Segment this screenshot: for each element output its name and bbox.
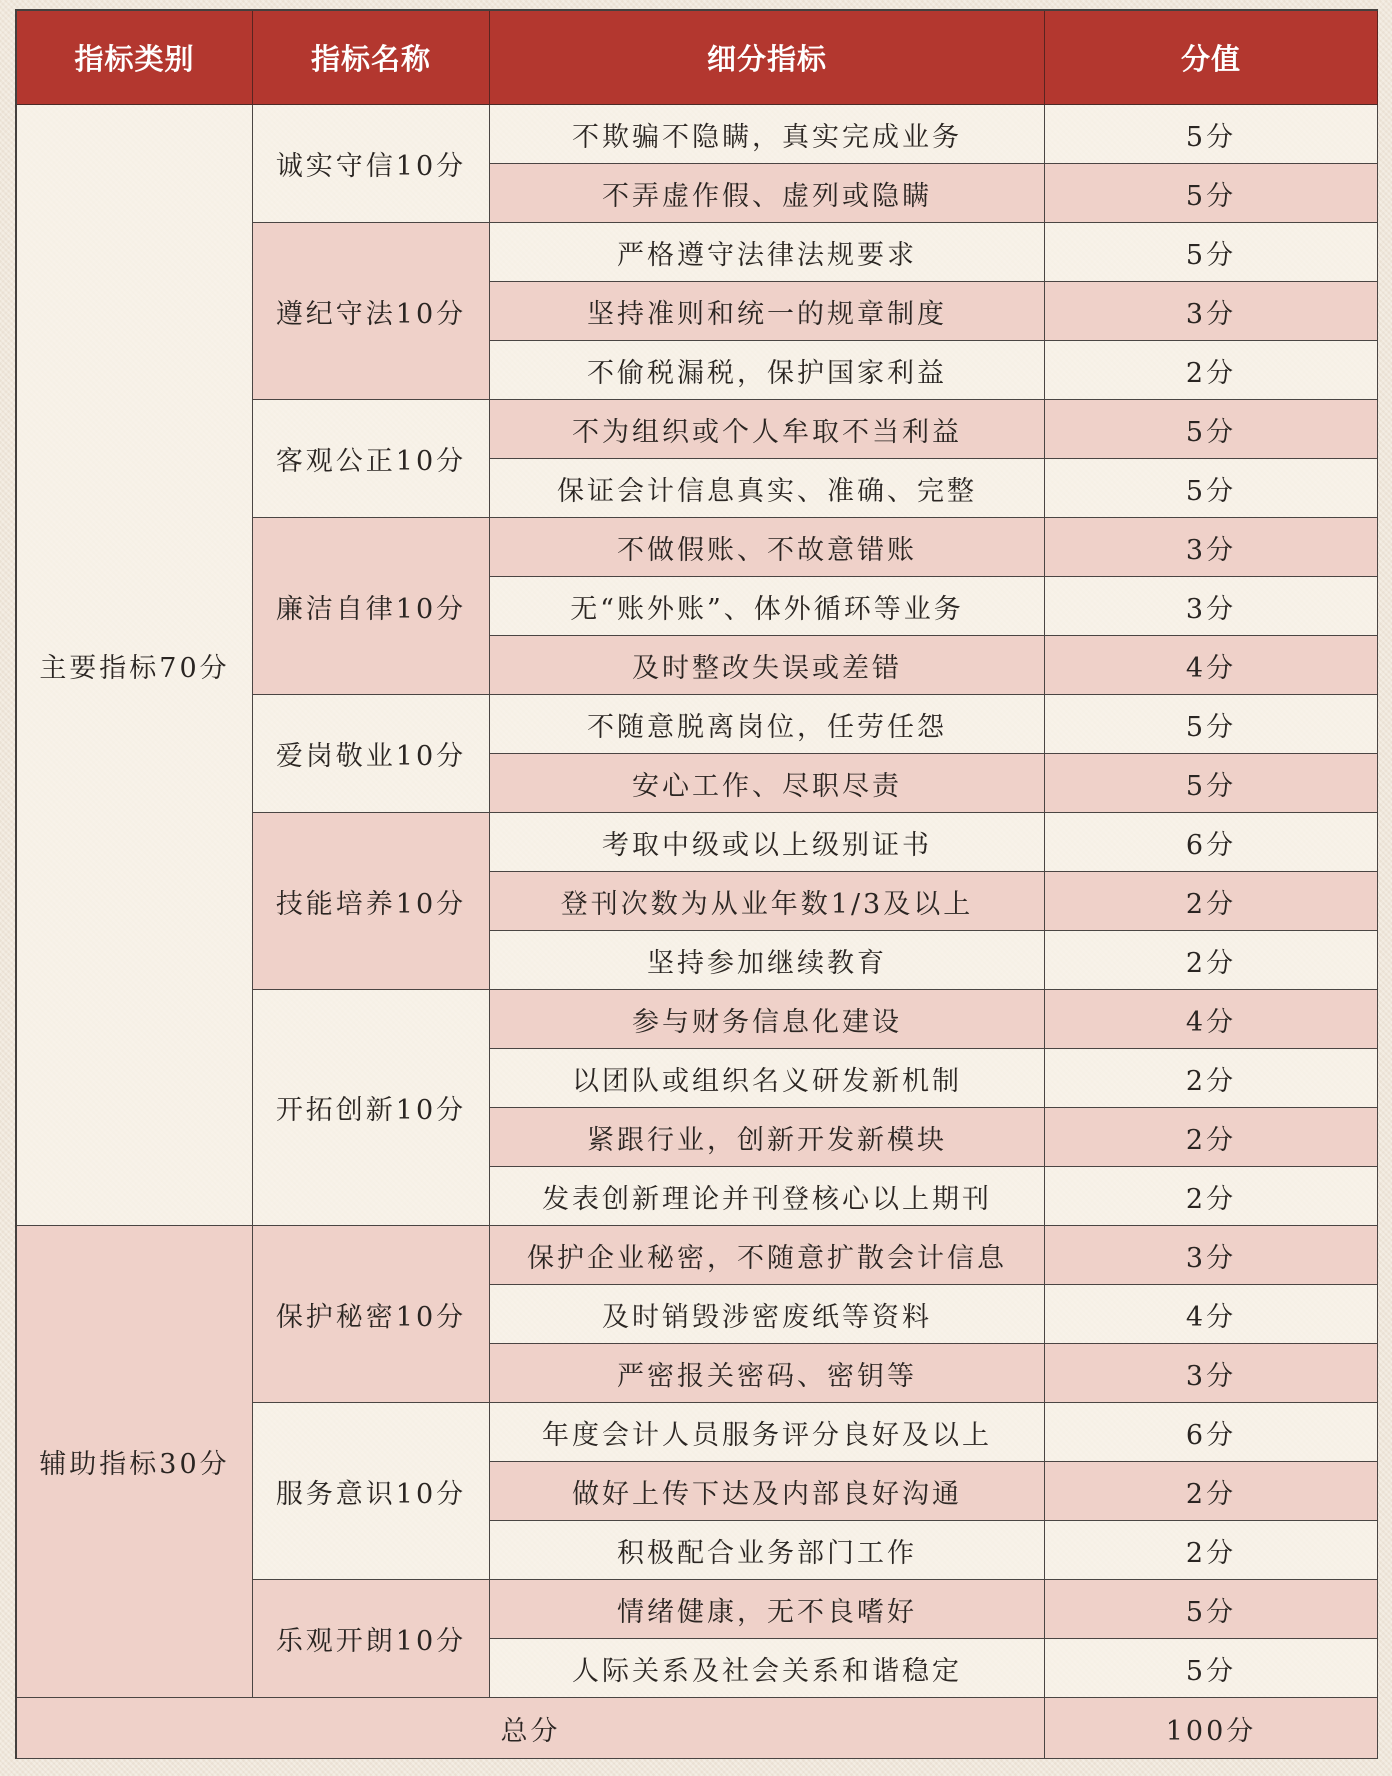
indicator-name-cell: 爱岗敬业10分 [253, 695, 490, 813]
sub-indicator-cell: 不为组织或个人牟取不当利益 [490, 400, 1045, 459]
sub-indicator-cell: 坚持参加继续教育 [490, 931, 1045, 990]
sub-indicator-cell: 坚持准则和统一的规章制度 [490, 282, 1045, 341]
indicator-name-cell: 开拓创新10分 [253, 990, 490, 1226]
score-cell: 2分 [1045, 1049, 1378, 1108]
sub-indicator-cell: 紧跟行业，创新开发新模块 [490, 1108, 1045, 1167]
sub-indicator-cell: 发表创新理论并刊登核心以上期刊 [490, 1167, 1045, 1226]
score-cell: 5分 [1045, 1639, 1378, 1698]
sub-indicator-cell: 人际关系及社会关系和谐稳定 [490, 1639, 1045, 1698]
indicator-name-cell: 技能培养10分 [253, 813, 490, 990]
indicator-name-cell: 诚实守信10分 [253, 105, 490, 223]
indicator-name-cell: 廉洁自律10分 [253, 518, 490, 695]
score-cell: 3分 [1045, 1226, 1378, 1285]
indicator-name-cell: 服务意识10分 [253, 1403, 490, 1580]
sub-indicator-cell: 情绪健康，无不良嗜好 [490, 1580, 1045, 1639]
indicator-name-cell: 客观公正10分 [253, 400, 490, 518]
sub-indicator-cell: 不偷税漏税，保护国家利益 [490, 341, 1045, 400]
sub-indicator-cell: 保证会计信息真实、准确、完整 [490, 459, 1045, 518]
sub-indicator-cell: 保护企业秘密，不随意扩散会计信息 [490, 1226, 1045, 1285]
sub-indicator-cell: 安心工作、尽职尽责 [490, 754, 1045, 813]
total-label: 总分 [17, 1698, 1045, 1759]
sub-indicator-cell: 不做假账、不故意错账 [490, 518, 1045, 577]
score-cell: 5分 [1045, 459, 1378, 518]
sub-indicator-cell: 以团队或组织名义研发新机制 [490, 1049, 1045, 1108]
sub-indicator-cell: 考取中级或以上级别证书 [490, 813, 1045, 872]
sub-indicator-cell: 及时整改失误或差错 [490, 636, 1045, 695]
sub-indicator-cell: 无“账外账”、体外循环等业务 [490, 577, 1045, 636]
score-cell: 5分 [1045, 1580, 1378, 1639]
score-cell: 2分 [1045, 931, 1378, 990]
score-cell: 2分 [1045, 341, 1378, 400]
total-score: 100分 [1045, 1698, 1378, 1759]
header-score: 分值 [1045, 11, 1378, 105]
score-cell: 3分 [1045, 1344, 1378, 1403]
score-cell: 4分 [1045, 636, 1378, 695]
sub-indicator-cell: 不弄虚作假、虚列或隐瞒 [490, 164, 1045, 223]
score-cell: 3分 [1045, 518, 1378, 577]
score-cell: 2分 [1045, 1167, 1378, 1226]
score-cell: 5分 [1045, 223, 1378, 282]
category-cell-main: 主要指标70分 [17, 105, 253, 1226]
score-cell: 4分 [1045, 1285, 1378, 1344]
header-name: 指标名称 [253, 11, 490, 105]
sub-indicator-cell: 不欺骗不隐瞒，真实完成业务 [490, 105, 1045, 164]
sub-indicator-cell: 参与财务信息化建设 [490, 990, 1045, 1049]
indicator-name-cell: 遵纪守法10分 [253, 223, 490, 400]
score-cell: 5分 [1045, 164, 1378, 223]
sub-indicator-cell: 做好上传下达及内部良好沟通 [490, 1462, 1045, 1521]
score-cell: 5分 [1045, 754, 1378, 813]
header-category: 指标类别 [17, 11, 253, 105]
category-cell-auxiliary: 辅助指标30分 [17, 1226, 253, 1698]
sub-indicator-cell: 登刊次数为从业年数1/3及以上 [490, 872, 1045, 931]
score-cell: 5分 [1045, 695, 1378, 754]
sub-indicator-cell: 积极配合业务部门工作 [490, 1521, 1045, 1580]
score-cell: 2分 [1045, 872, 1378, 931]
indicator-name-cell: 乐观开朗10分 [253, 1580, 490, 1698]
sub-indicator-cell: 严格遵守法律法规要求 [490, 223, 1045, 282]
header-detail: 细分指标 [490, 11, 1045, 105]
score-cell: 6分 [1045, 813, 1378, 872]
score-cell: 5分 [1045, 400, 1378, 459]
sub-indicator-cell: 年度会计人员服务评分良好及以上 [490, 1403, 1045, 1462]
indicator-name-cell: 保护秘密10分 [253, 1226, 490, 1403]
score-cell: 4分 [1045, 990, 1378, 1049]
score-cell: 3分 [1045, 282, 1378, 341]
score-cell: 2分 [1045, 1108, 1378, 1167]
score-table [15, 9, 1378, 1759]
sub-indicator-cell: 严密报关密码、密钥等 [490, 1344, 1045, 1403]
sub-indicator-cell: 及时销毁涉密废纸等资料 [490, 1285, 1045, 1344]
score-cell: 3分 [1045, 577, 1378, 636]
score-cell: 2分 [1045, 1462, 1378, 1521]
score-cell: 5分 [1045, 105, 1378, 164]
sub-indicator-cell: 不随意脱离岗位，任劳任怨 [490, 695, 1045, 754]
score-cell: 2分 [1045, 1521, 1378, 1580]
score-cell: 6分 [1045, 1403, 1378, 1462]
